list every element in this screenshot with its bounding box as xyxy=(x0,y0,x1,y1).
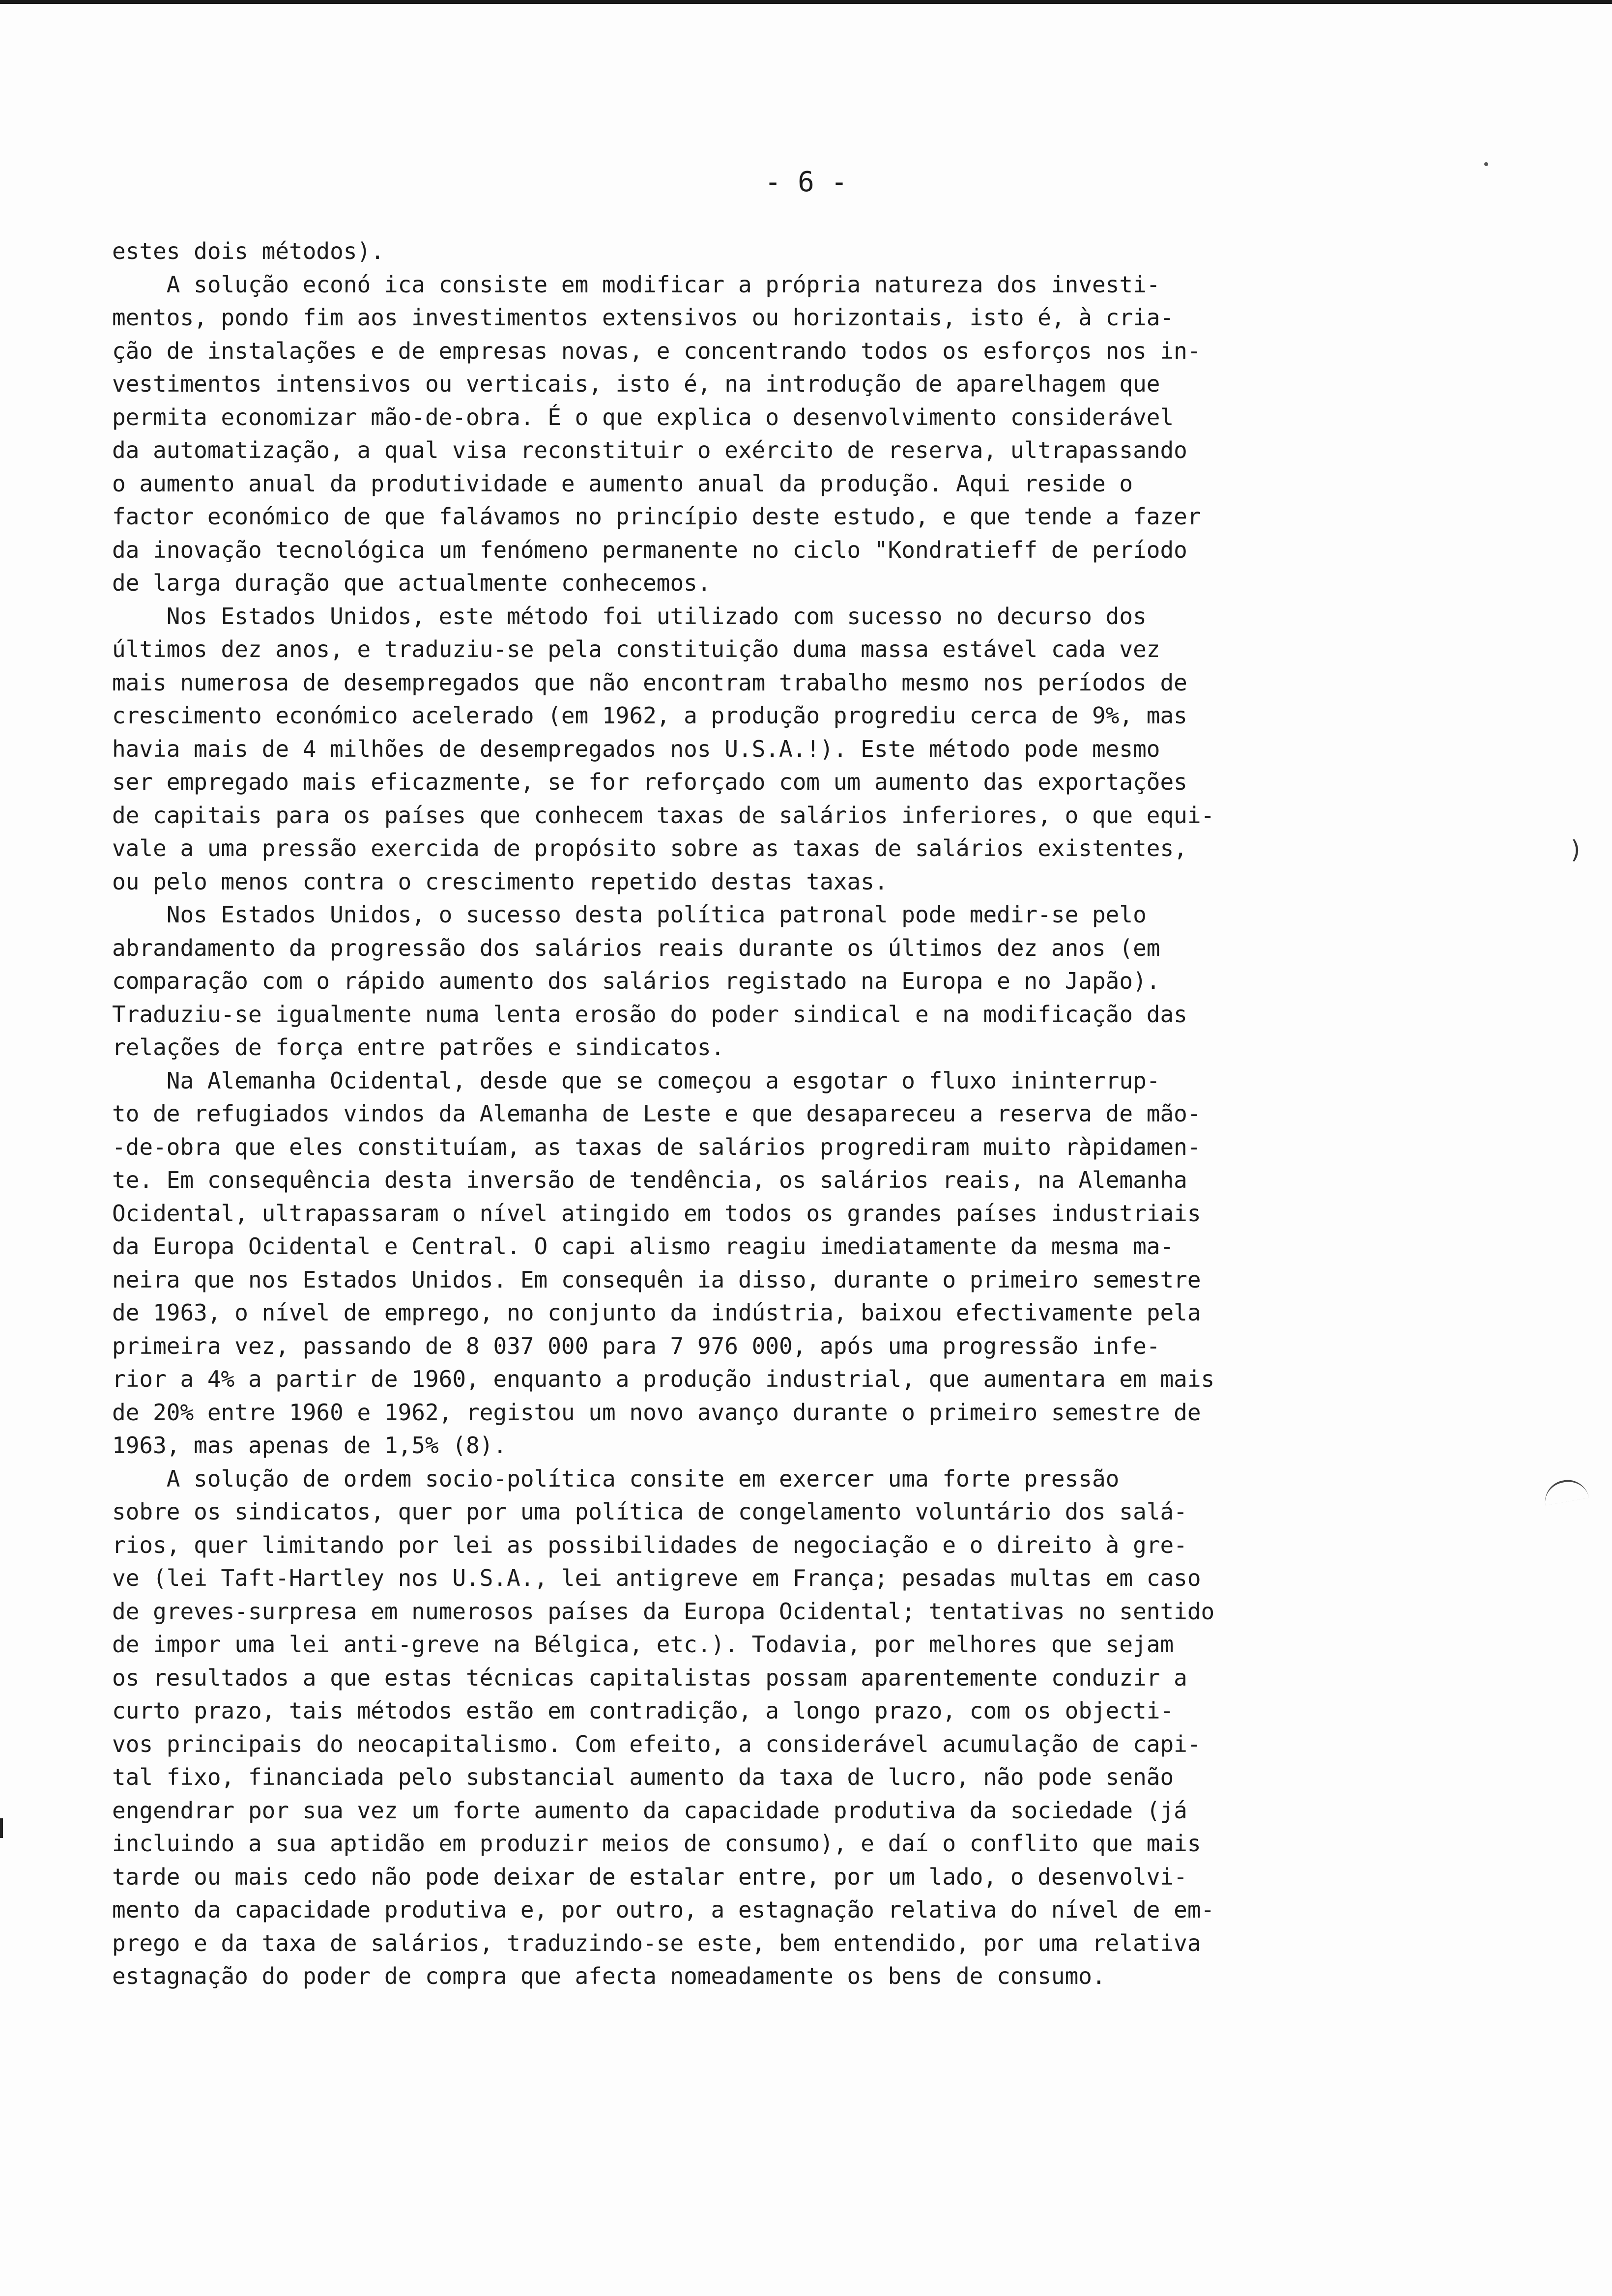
text-line: Na Alemanha Ocidental, desde que se começou a esgotar o fluxo ininterrup- xyxy=(112,1067,1160,1094)
text-line: estes dois métodos). xyxy=(112,238,384,264)
text-line: vos principais do neocapitalismo. Com efeito, a considerável acumulação de capi- xyxy=(112,1730,1201,1757)
text-line: factor económico de que falávamos no princípio deste estudo, e que tende a fazer xyxy=(112,503,1201,530)
text-line: tal fixo, financiada pelo substancial aumento da taxa de lucro, não pode senão xyxy=(112,1764,1174,1790)
text-line: engendrar por sua vez um forte aumento da capacidade produtiva da sociedade (já xyxy=(112,1797,1187,1824)
text-line: Nos Estados Unidos, o sucesso desta política patronal pode medir-se pelo xyxy=(112,901,1147,928)
text-line: os resultados a que estas técnicas capitalistas possam aparentemente conduzir a xyxy=(112,1664,1187,1691)
text-line: primeira vez, passando de 8 037 000 para 7 976 000, após uma progressão infe- xyxy=(112,1332,1160,1359)
text-line: de capitais para os países que conhecem taxas de salários inferiores, o que equi- xyxy=(112,802,1215,829)
text-line: da automatização, a qual visa reconstituir o exército de reserva, ultrapassando xyxy=(112,437,1187,463)
text-line: mais numerosa de desempregados que não encontram trabalho mesmo nos períodos de xyxy=(112,669,1187,696)
text-line: de 20% entre 1960 e 1962, registou um novo avanço durante o primeiro semestre de xyxy=(112,1399,1201,1426)
text-line: rios, quer limitando por lei as possibilidades de negociação e o direito à gre- xyxy=(112,1531,1187,1558)
text-line: 1963, mas apenas de 1,5% (8). xyxy=(112,1432,507,1459)
text-line: incluindo a sua aptidão em produzir meios de consumo), e daí o conflito que mais xyxy=(112,1830,1201,1857)
text-line: ou pelo menos contra o crescimento repetido destas taxas. xyxy=(112,868,888,895)
text-line: Ocidental, ultrapassaram o nível atingido em todos os grandes países industriais xyxy=(112,1200,1201,1227)
text-line: A solução de ordem socio-política consite em exercer uma forte pressão xyxy=(112,1465,1120,1492)
left-edge-mark xyxy=(0,1818,3,1838)
text-line: vestimentos intensivos ou verticais, isto é, na introdução de aparelhagem que xyxy=(112,371,1160,397)
text-line: rior a 4% a partir de 1960, enquanto a produção industrial, que aumentara em mais xyxy=(112,1366,1215,1392)
text-line: tarde ou mais cedo não pode deixar de estalar entre, por um lado, o desenvolvi- xyxy=(112,1863,1187,1890)
text-line: estagnação do poder de compra que afecta nomeadamente os bens de consumo. xyxy=(112,1963,1106,1989)
text-line: de 1963, o nível de emprego, no conjunto da indústria, baixou efectivamente pela xyxy=(112,1299,1201,1326)
top-edge-rule xyxy=(0,0,1612,4)
text-line: ção de instalações e de empresas novas, e concentrando todos os esforços nos in- xyxy=(112,337,1201,364)
text-line: Nos Estados Unidos, este método foi utilizado com sucesso no decurso dos xyxy=(112,603,1147,630)
text-line: A solução econó ica consiste em modificar a própria natureza dos investi- xyxy=(112,271,1160,298)
text-line: ser empregado mais eficazmente, se for reforçado com um aumento das exportações xyxy=(112,769,1187,795)
page-number: - 6 - xyxy=(764,166,848,198)
text-line: abrandamento da progressão dos salários reais durante os últimos dez anos (em xyxy=(112,934,1160,961)
speck-mark xyxy=(1484,162,1488,166)
text-line: prego e da taxa de salários, traduzindo-se este, bem entendido, por uma relativa xyxy=(112,1929,1201,1956)
text-line: de greves-surpresa em numerosos países da Europa Ocidental; tentativas no sentido xyxy=(112,1598,1215,1625)
text-line: neira que nos Estados Unidos. Em consequên ia disso, durante o primeiro semestre xyxy=(112,1266,1201,1293)
text-line: te. Em consequência desta inversão de tendência, os salários reais, na Alemanha xyxy=(112,1167,1187,1193)
text-line: de larga duração que actualmente conhecemos. xyxy=(112,570,711,596)
text-line: mento da capacidade produtiva e, por outro, a estagnação relativa do nível de em- xyxy=(112,1896,1215,1923)
text-line: últimos dez anos, e traduziu-se pela constituição duma massa estável cada vez xyxy=(112,636,1160,662)
text-line: havia mais de 4 milhões de desempregados nos U.S.A.!). Este método pode mesmo xyxy=(112,735,1160,762)
text-line: relações de força entre patrões e sindicatos. xyxy=(112,1034,725,1061)
text-line: comparação com o rápido aumento dos salários registado na Europa e no Japão). xyxy=(112,968,1160,994)
text-line: to de refugiados vindos da Alemanha de Leste e que desapareceu a reserva de mão- xyxy=(112,1100,1201,1127)
text-line: sobre os sindicatos, quer por uma política de congelamento voluntário dos salá- xyxy=(112,1498,1187,1525)
text-line: -de-obra que eles constituíam, as taxas de salários progrediram muito ràpidamen- xyxy=(112,1133,1201,1160)
text-line: curto prazo, tais métodos estão em contradição, a longo prazo, com os objecti- xyxy=(112,1697,1174,1724)
text-line: vale a uma pressão exercida de propósito sobre as taxas de salários existentes, xyxy=(112,835,1187,861)
text-line: permita economizar mão-de-obra. É o que explica o desenvolvimento considerável xyxy=(112,403,1174,430)
text-line: mentos, pondo fim aos investimentos extensivos ou horizontais, isto é, à cria- xyxy=(112,304,1174,331)
margin-paren-mark: ) xyxy=(1571,835,1581,864)
text-line: da inovação tecnológica um fenómeno permanente no ciclo "Kondratieff de período xyxy=(112,536,1187,563)
text-line: ve (lei Taft-Hartley nos U.S.A., lei antigreve em França; pesadas multas em caso xyxy=(112,1565,1201,1591)
text-line: de impor uma lei anti-greve na Bélgica, etc.). Todavia, por melhores que sejam xyxy=(112,1631,1174,1658)
text-line: crescimento económico acelerado (em 1962, a produção progrediu cerca de 9%, mas xyxy=(112,702,1187,729)
text-line: o aumento anual da produtividade e aumento anual da produção. Aqui reside o xyxy=(112,470,1133,497)
text-line: da Europa Ocidental e Central. O capi alismo reagiu imediatamente da mesma ma- xyxy=(112,1233,1174,1260)
margin-arc-mark xyxy=(1542,1477,1589,1506)
body-text xyxy=(112,235,1459,1993)
text-line: Traduziu-se igualmente numa lenta erosão do poder sindical e na modificação das xyxy=(112,1001,1187,1028)
